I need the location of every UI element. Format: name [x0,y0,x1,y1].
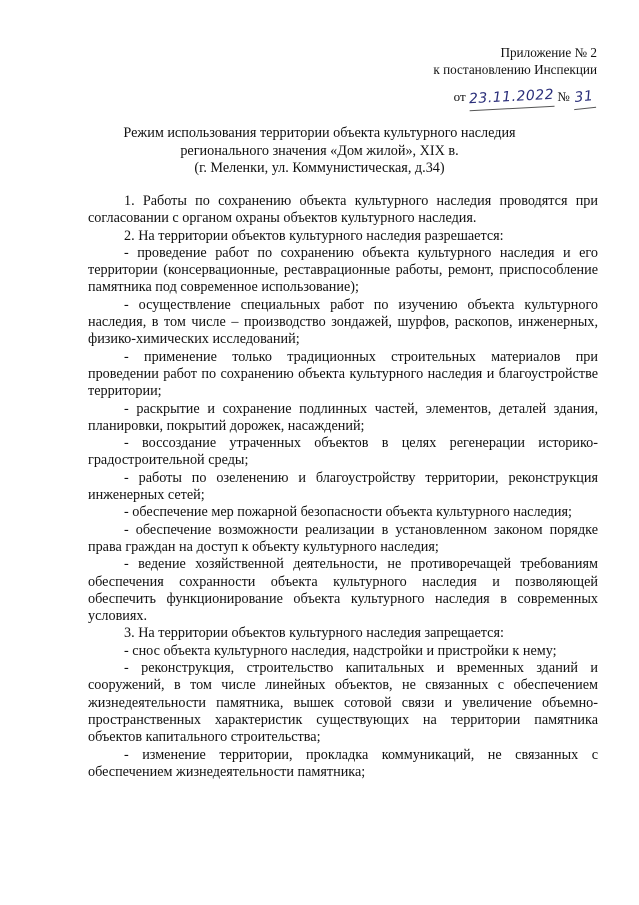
allowed-item: - воссоздание утраченных объектов в целях регенерации историко-градостроительной среды; [88,435,598,469]
allowed-item: - обеспечение возможности реализации в установленном законом порядке права граждан на доступ к объекту культурного наследия; [88,521,598,555]
paragraph-1: 1. Работы по сохранению объекта культурного наследия проводятся при согласовании с органом охраны объектов культурного наследия. [88,193,598,227]
prohibited-item: - реконструкция, строительство капитальных и временных зданий и сооружений, в том числе линейных объектов, не связанных с обеспечением жизнедеятельности памятника, вышек сотовой связи и увеличение объемно-пространственных характеристик существующих на территории памятника объектов капитального строительства; [88,660,598,746]
date-prefix: от [453,89,466,104]
handwritten-number: 31 [572,85,596,110]
title-line-2: регионального значения «Дом жилой», XIX в. [180,142,459,159]
handwritten-date: 23.11.2022 [468,84,554,111]
document-title [60,125,579,178]
number-prefix: № [557,89,570,104]
paragraph-2: 2. На территории объектов культурного наследия разрешается: [124,227,504,244]
annex-reference: к постановлению Инспекции [433,62,597,77]
allowed-item: - раскрытие и сохранение подлинных частей, элементов, деталей здания, планировки, покрытий дорожек, насаждений; [88,400,598,434]
allowed-item: - обеспечение мер пожарной безопасности объекта культурного наследия; [124,504,572,521]
prohibited-item: - изменение территории, прокладка коммуникаций, не связанных с обеспечением жизнедеятельности памятника; [88,746,598,780]
allowed-item: - применение только традиционных строительных материалов при проведении работ по сохранению объекта культурного наследия и благоустройстве территории; [88,348,598,400]
prohibited-item: - снос объекта культурного наследия, надстройки и пристройки к нему; [124,642,557,659]
title-line-1: Режим использования территории объекта культурного наследия [123,125,516,141]
allowed-item: - ведение хозяйственной деятельности, не противоречащей требованиям обеспечения сохранности объекта культурного наследия и позволяющей обеспечить функционирование объекта культурного наследия в современных условиях. [88,556,598,625]
paragraph-3: 3. На территории объектов культурного наследия запрещается: [124,625,504,642]
annex-title: Приложение № 2 [500,45,597,60]
allowed-item: - проведение работ по сохранению объекта культурного наследия и его территории (консервационные, реставрационные работы, ремонт, приспособление памятника под современное использование); [88,244,598,296]
allowed-item: - осуществление специальных работ по изучению объекта культурного наследия, в том числе – производство зондажей, шурфов, раскопов, инженерных, физико-химических исследований; [88,296,598,348]
decree-date-number [454,86,595,109]
allowed-item: - работы по озеленению и благоустройству территории, реконструкция инженерных сетей; [88,469,598,504]
annex-header [433,44,597,78]
title-line-3: (г. Меленки, ул. Коммунистическая, д.34) [194,160,445,176]
document-body [88,193,598,781]
